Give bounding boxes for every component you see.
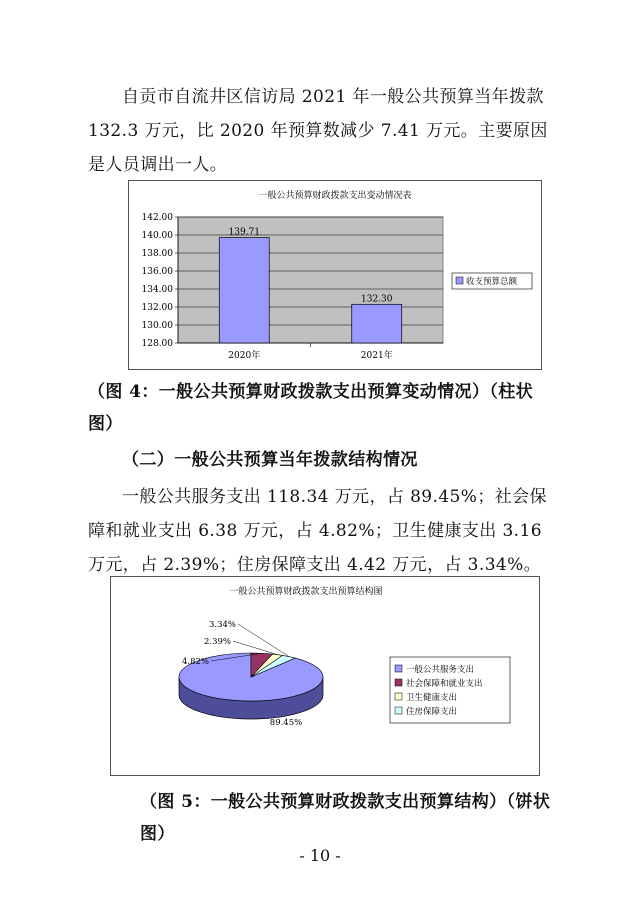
slice-value-label: 89.45% [269,718,303,728]
leader-line [233,641,278,655]
y-tick-label: 140.00 [141,231,173,241]
chart-title: 一般公共预算财政拨款支出变动情况表 [258,191,412,201]
bar-chart [129,181,541,369]
pie-chart [111,577,539,775]
structure-paragraph [88,480,558,582]
intro-paragraph [88,80,558,182]
legend-swatch [456,277,463,284]
x-tick-label: 2020年 [228,351,261,361]
bar-chart-frame [128,180,542,370]
slice-value-label: 2.39% [203,637,231,647]
legend-swatch [395,679,402,686]
legend-swatch [395,707,402,714]
y-tick-label: 138.00 [141,249,173,259]
legend-label: 卫生健康支出 [406,693,458,703]
legend-label: 一般公共服务支出 [406,665,475,675]
bar [352,304,402,343]
legend-swatch [395,665,402,672]
legend-swatch [395,693,402,700]
legend-label: 收支预算总额 [466,277,518,287]
page-number: - 10 - [299,846,341,865]
y-tick-label: 130.00 [141,321,173,331]
intro-text: 自贡市自流井区信访局 2021 年一般公共预算当年拨款 132.3 万元，比 2020 年预算数减少 7.41 万元。主要原因是人员调出一人。 [88,87,548,175]
y-tick-label: 132.00 [141,303,173,313]
y-tick-label: 142.00 [141,213,173,223]
x-tick-label: 2021年 [360,351,393,361]
legend-label: 住房保障支出 [406,707,458,717]
slice-value-label: 3.34% [208,620,236,630]
leader-line [238,624,289,657]
chart-title: 一般公共预算财政拨款支出预算结构图 [229,587,383,597]
figure4-caption: （图 4：一般公共预算财政拨款支出预算变动情况）（柱状图） [88,382,534,434]
bar-value-label: 132.30 [361,294,393,305]
plot-area [178,217,443,343]
structure-text: 一般公共服务支出 118.34 万元，占 89.45%；社会保障和就业支出 6.38 万元，占 4.82%；卫生健康支出 3.16 万元，占 2.39%；住房保障支出 4.42 万元，占 3.34%。 [88,487,547,575]
bar [219,238,269,343]
y-tick-label: 136.00 [141,267,173,277]
legend-label: 社会保障和就业支出 [406,679,483,689]
y-tick-label: 128.00 [141,339,173,349]
pie-chart-frame [110,576,540,776]
figure5-caption: （图 5：一般公共预算财政拨款支出预算结构）（饼状图） [140,792,551,844]
bar-value-label: 139.71 [228,227,260,238]
y-tick-label: 134.00 [141,285,173,295]
slice-value-label: 4.82% [181,657,209,667]
section-heading: （二）一般公共预算当年拨款结构情况 [122,450,418,470]
